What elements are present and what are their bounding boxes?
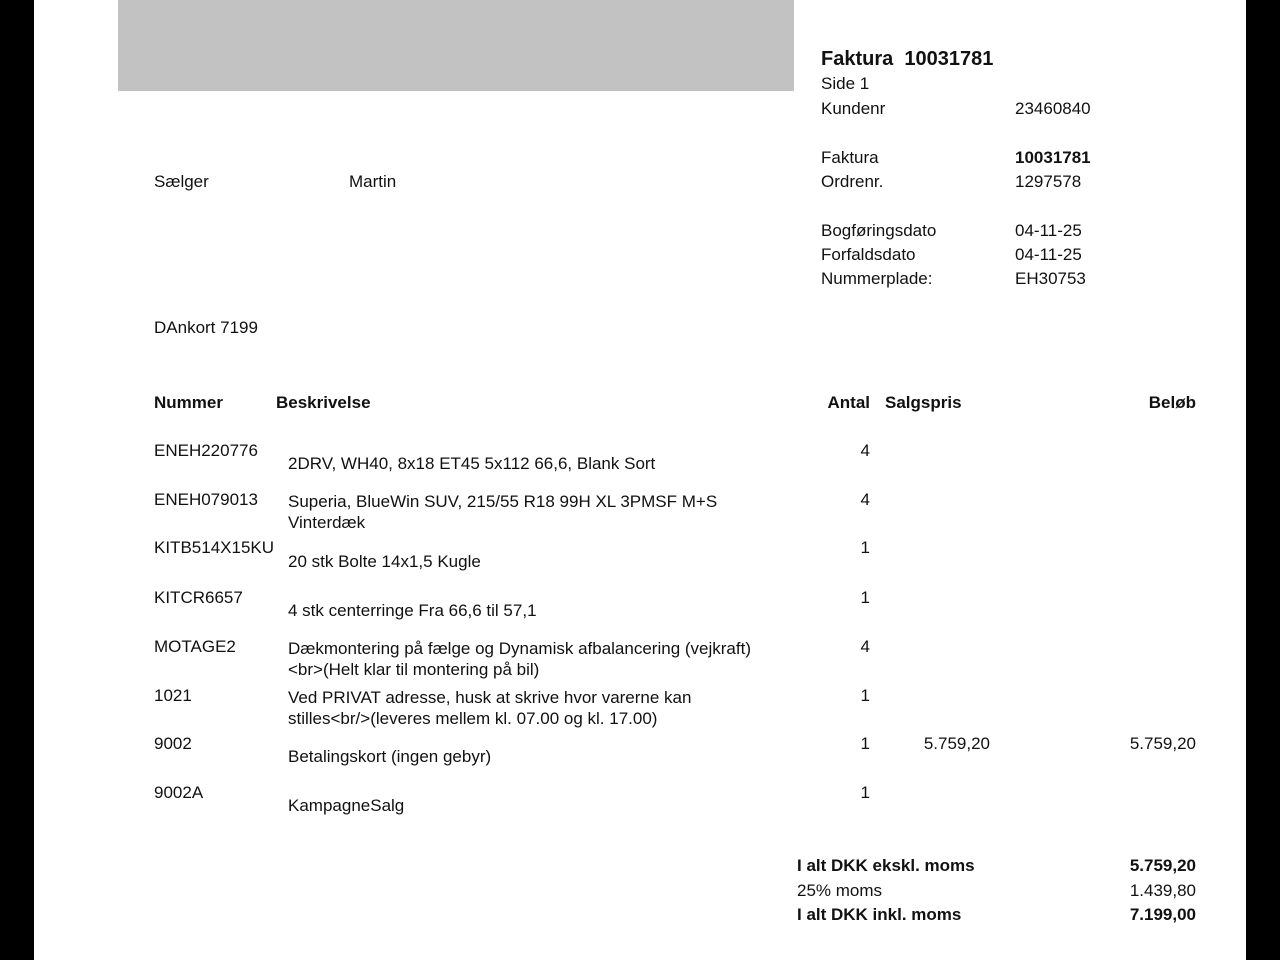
seller-value: Martin (349, 172, 397, 191)
ordrenr-label: Ordrenr. (821, 172, 884, 191)
kundenr-label: Kundenr (821, 99, 886, 118)
faktura-value: 10031781 (1015, 148, 1091, 167)
invoice-page (34, 0, 1246, 960)
col-header-salgspris: Salgspris (885, 393, 962, 412)
moms-label: 25% moms (797, 881, 883, 900)
invoice-title-label: Faktura (821, 48, 894, 70)
logo-placeholder (118, 0, 794, 91)
row-nummer: MOTAGE2 (154, 637, 236, 656)
row-beskrivelse: KampagneSalg (288, 796, 405, 815)
row-antal: 4 (860, 490, 870, 509)
row-beskrivelse: 2DRV, WH40, 8x18 ET45 5x112 66,6, Blank Sort (288, 454, 656, 473)
forfaldsdato-value: 04-11-25 (1015, 245, 1082, 264)
row-belob: 5.759,20 (1129, 734, 1196, 753)
row-nummer: 9002A (154, 783, 204, 802)
kundenr-value: 23460840 (1015, 99, 1091, 118)
nummerplade-value: EH30753 (1015, 269, 1086, 288)
total-ex-moms-label: I alt DKK ekskl. moms (797, 856, 975, 875)
col-header-antal: Antal (827, 393, 870, 412)
row-salgspris: 5.759,20 (923, 734, 990, 753)
seller-label: Sælger (154, 172, 209, 191)
row-antal: 1 (860, 783, 870, 802)
nummerplade-label: Nummerplade: (821, 269, 933, 288)
payment-method: DAnkort 7199 (154, 318, 258, 337)
row-beskrivelse: Betalingskort (ingen gebyr) (288, 747, 492, 766)
row-nummer: 1021 (154, 686, 192, 705)
row-beskrivelse: 20 stk Bolte 14x1,5 Kugle (288, 552, 481, 571)
row-antal: 1 (860, 588, 870, 607)
total-incl-moms-label: I alt DKK inkl. moms (797, 905, 962, 924)
row-antal: 1 (860, 734, 870, 753)
row-nummer: 9002 (154, 734, 192, 753)
total-ex-moms-value: 5.759,20 (1129, 856, 1196, 875)
row-beskrivelse: Dækmontering på fælge og Dynamisk afbalancering (vejkraft)<br>(Helt klar til montering på bil) (288, 639, 751, 679)
forfaldsdato-label: Forfaldsdato (821, 245, 916, 264)
row-antal: 4 (860, 637, 870, 656)
row-beskrivelse: 4 stk centerringe Fra 66,6 til 57,1 (288, 601, 537, 620)
col-header-belob: Beløb (1148, 393, 1196, 412)
bogforingsdato-value: 04-11-25 (1015, 221, 1082, 240)
ordrenr-value: 1297578 (1015, 172, 1082, 191)
bogforingsdato-label: Bogføringsdato (821, 221, 937, 240)
col-header-nummer: Nummer (154, 393, 223, 412)
row-beskrivelse: Superia, BlueWin SUV, 215/55 R18 99H XL 3PMSF M+S Vinterdæk (288, 492, 718, 532)
row-nummer: ENEH079013 (154, 490, 258, 509)
row-antal: 1 (860, 686, 870, 705)
total-incl-moms-value: 7.199,00 (1129, 905, 1196, 924)
moms-value: 1.439,80 (1129, 881, 1196, 900)
row-beskrivelse: Ved PRIVAT adresse, husk at skrive hvor varerne kan stilles<br/>(leveres mellem kl. 07.00 og kl. 17.00) (288, 688, 692, 728)
page-number: Side 1 (821, 74, 870, 93)
row-antal: 4 (860, 441, 870, 460)
faktura-label: Faktura (821, 148, 879, 167)
col-header-beskrivelse: Beskrivelse (276, 393, 371, 412)
row-nummer: KITB514X15KU (154, 538, 275, 557)
row-antal: 1 (860, 538, 870, 557)
invoice-title (821, 49, 993, 69)
invoice-title-number: 10031781 (904, 48, 994, 70)
row-nummer: ENEH220776 (154, 441, 258, 460)
row-nummer: KITCR6657 (154, 588, 243, 607)
